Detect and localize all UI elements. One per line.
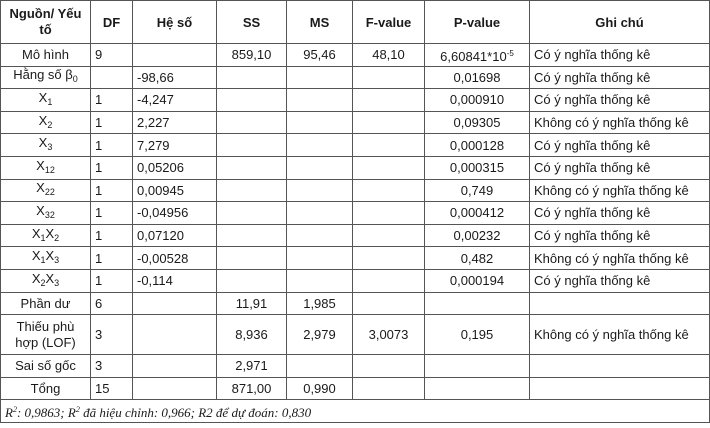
cell-df: 1 [91,202,133,225]
cell-ss [217,247,287,270]
cell-source [1,202,91,225]
header-note: Ghi chú [530,1,710,44]
cell-p-value [425,134,530,157]
cell-ss: 8,936 [217,315,287,355]
source-subscript: 1 [47,96,53,107]
source-label: Sai số gốc [15,358,76,374]
cell-note: Không có ý nghĩa thống kê [530,179,710,202]
cell-coef [133,377,217,400]
p-value-text: 0,749 [460,182,494,198]
cell-source [1,44,91,67]
p-value-text: 0,000128 [449,137,505,153]
source-label: X [38,112,48,128]
cell-note [530,355,710,378]
cell-df: 1 [91,247,133,270]
p-value-exponent: -5 [506,48,514,58]
cell-ms [287,224,353,247]
cell-f-value: 3,0073 [353,315,425,355]
source-label: X [31,225,41,241]
table-row [1,269,710,292]
header-df: DF [91,1,133,44]
cell-coef [133,315,217,355]
cell-ss [217,202,287,225]
footnote-part: đã hiệu chỉnh: 0,966; R2 để dự đoán: 0,830 [79,405,312,421]
cell-p-value [425,224,530,247]
table-row [1,179,710,202]
table-row [1,377,710,400]
cell-p-value [425,111,530,134]
cell-df: 15 [91,377,133,400]
cell-p-value [425,315,530,355]
cell-df: 1 [91,89,133,112]
cell-ms [287,134,353,157]
source-label: X [36,180,45,196]
cell-ms [287,89,353,112]
footnote [1,400,710,423]
cell-ss [217,269,287,292]
table-row [1,44,710,67]
cell-source [1,292,91,315]
cell-p-value [425,156,530,179]
cell-ms [287,247,353,270]
header-ss: SS [217,1,287,44]
cell-f-value [353,156,425,179]
cell-coef [133,292,217,315]
cell-f-value [353,247,425,270]
cell-f-value [353,134,425,157]
cell-coef: -0,00528 [133,247,217,270]
cell-coef: -0,04956 [133,202,217,225]
cell-source [1,89,91,112]
cell-note: Có ý nghĩa thống kê [530,156,710,179]
cell-p-value [425,269,530,292]
cell-ms [287,269,353,292]
table-row [1,355,710,378]
header-p-value: P-value [425,1,530,44]
table-header [1,1,710,44]
source-label: X [38,135,48,151]
cell-p-value [425,355,530,378]
table-row [1,247,710,270]
source-label: Thiếu phù hợp (LOF) [15,318,76,350]
p-value-text: 0,000412 [449,205,505,221]
cell-coef: -98,66 [133,66,217,89]
source-label: Hằng số β [13,67,73,83]
cell-p-value [425,89,530,112]
p-value-text: 6,60841*10 [440,48,507,64]
footnote-superscript: 2 [75,405,80,415]
source-subscript: 22 [44,187,55,198]
header-f-value: F-value [353,1,425,44]
cell-ss [217,134,287,157]
cell-ms [287,111,353,134]
cell-source [1,315,91,355]
cell-coef: 2,227 [133,111,217,134]
cell-df [91,66,133,89]
cell-ms [287,66,353,89]
cell-ms: 1,985 [287,292,353,315]
cell-ms: 0,990 [287,377,353,400]
cell-source [1,269,91,292]
source-subscript: 2 [40,277,46,288]
cell-coef [133,355,217,378]
cell-f-value [353,89,425,112]
cell-f-value [353,269,425,292]
footnote-part: R [5,405,13,421]
cell-note: Có ý nghĩa thống kê [530,202,710,225]
cell-source [1,156,91,179]
source-label: Mô hình [22,47,69,63]
cell-ss: 11,91 [217,292,287,315]
source-label: X [45,225,55,241]
source-subscript: 12 [44,164,55,175]
p-value-text: 0,000194 [449,273,505,289]
p-value-text: 0,482 [460,250,494,266]
cell-note: Có ý nghĩa thống kê [530,66,710,89]
cell-coef: -4,247 [133,89,217,112]
table-row [1,111,710,134]
cell-df: 1 [91,156,133,179]
source-subscript: 0 [72,74,78,85]
table-row [1,315,710,355]
cell-p-value [425,377,530,400]
source-subscript: 3 [54,255,60,266]
cell-df: 6 [91,292,133,315]
source-label: X [45,248,55,264]
p-value-text: 0,195 [460,327,494,343]
cell-ss [217,89,287,112]
source-subscript: 3 [54,277,60,288]
header-row [1,1,710,44]
cell-ss [217,156,287,179]
cell-f-value [353,355,425,378]
cell-p-value [425,202,530,225]
cell-note [530,377,710,400]
cell-source [1,134,91,157]
cell-ms: 2,979 [287,315,353,355]
header-source: Nguồn/ Yếu tố [1,1,91,44]
cell-note: Có ý nghĩa thống kê [530,44,710,67]
cell-ms [287,355,353,378]
cell-note: Có ý nghĩa thống kê [530,269,710,292]
table-row [1,66,710,89]
cell-f-value [353,377,425,400]
source-subscript: 2 [54,232,60,243]
cell-df: 1 [91,224,133,247]
source-subscript: 3 [47,142,53,153]
cell-df: 3 [91,315,133,355]
cell-p-value [425,247,530,270]
cell-f-value [353,66,425,89]
cell-ss [217,224,287,247]
source-label: Phần dư [20,295,71,311]
cell-source [1,377,91,400]
source-label: X [36,157,45,173]
cell-p-value [425,292,530,315]
source-label: X [45,270,55,286]
source-subscript: 1 [40,255,46,266]
source-label: X [31,270,41,286]
cell-p-value [425,66,530,89]
cell-f-value [353,224,425,247]
cell-ss: 2,971 [217,355,287,378]
cell-note: Không có ý nghĩa thống kê [530,111,710,134]
source-label: X [38,89,48,105]
cell-note: Không có ý nghĩa thống kê [530,315,710,355]
p-value-text: 0,09305 [453,115,501,131]
source-subscript: 2 [47,119,53,130]
cell-source [1,355,91,378]
source-label: X [31,248,41,264]
cell-coef: -0,114 [133,269,217,292]
cell-coef: 0,05206 [133,156,217,179]
cell-df: 9 [91,44,133,67]
source-label: X [36,202,45,218]
cell-ss: 871,00 [217,377,287,400]
cell-p-value [425,179,530,202]
cell-note [530,292,710,315]
source-subscript: 32 [44,209,55,220]
cell-df: 1 [91,111,133,134]
cell-source [1,111,91,134]
footnote-superscript: 2 [12,405,17,415]
cell-note: Có ý nghĩa thống kê [530,89,710,112]
table-body [1,44,710,400]
p-value-text: 0,000315 [449,160,505,176]
p-value-text: 0,01698 [453,69,501,85]
p-value-text: 0,00232 [453,228,501,244]
cell-source [1,179,91,202]
cell-ss [217,111,287,134]
cell-coef: 0,07120 [133,224,217,247]
cell-df: 1 [91,179,133,202]
cell-f-value [353,202,425,225]
cell-ss [217,66,287,89]
header-ms: MS [287,1,353,44]
cell-ms [287,156,353,179]
cell-ms: 95,46 [287,44,353,67]
cell-f-value [353,292,425,315]
cell-df: 3 [91,355,133,378]
footnote-part: : 0,9863; R [16,405,76,421]
cell-f-value [353,179,425,202]
cell-note: Không có ý nghĩa thống kê [530,247,710,270]
cell-ss [217,179,287,202]
source-label: Tổng [30,381,61,397]
footnote-row [1,400,710,423]
cell-ms [287,202,353,225]
table-row [1,292,710,315]
cell-f-value [353,111,425,134]
cell-source [1,224,91,247]
cell-source [1,66,91,89]
table-row [1,89,710,112]
cell-note: Có ý nghĩa thống kê [530,224,710,247]
cell-coef [133,44,217,67]
cell-coef: 7,279 [133,134,217,157]
cell-coef: 0,00945 [133,179,217,202]
table-row [1,134,710,157]
cell-note: Có ý nghĩa thống kê [530,134,710,157]
table-row [1,202,710,225]
cell-f-value: 48,10 [353,44,425,67]
cell-ms [287,179,353,202]
table-row [1,156,710,179]
table-row [1,224,710,247]
cell-df: 1 [91,134,133,157]
source-subscript: 1 [40,232,46,243]
cell-ss: 859,10 [217,44,287,67]
p-value-text: 0,000910 [449,92,505,108]
header-coef: Hệ số [133,1,217,44]
cell-p-value [425,44,530,67]
cell-df: 1 [91,269,133,292]
cell-source [1,247,91,270]
